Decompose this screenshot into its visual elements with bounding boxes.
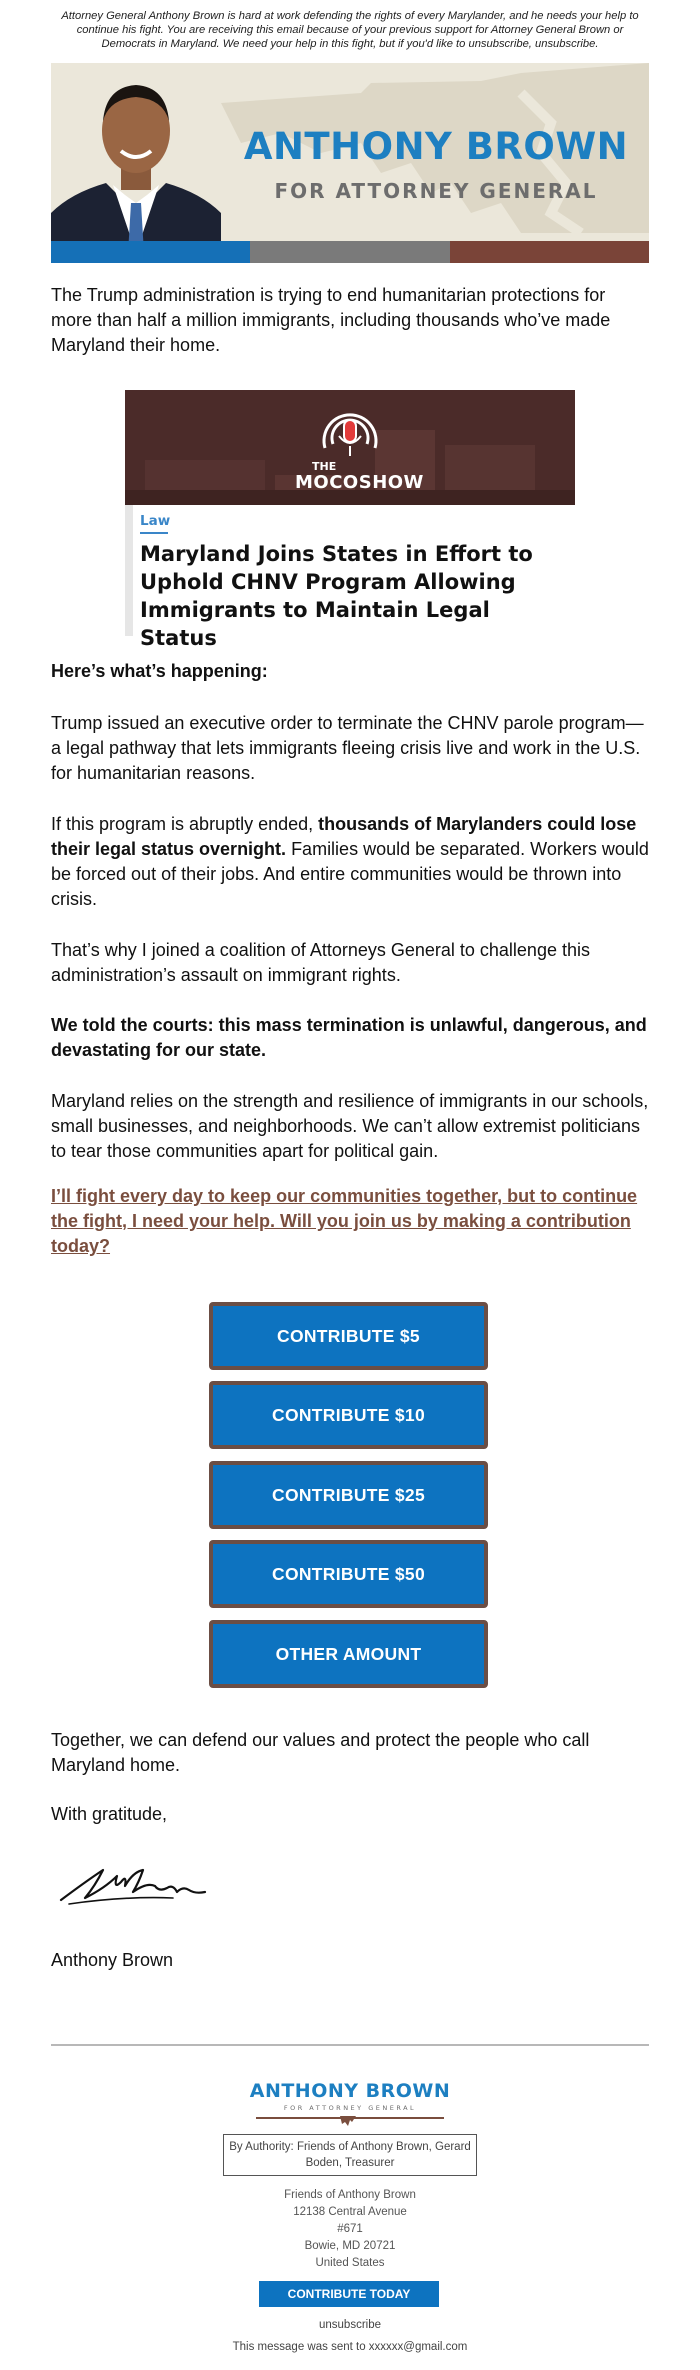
- paid-for-by-box: By Authority: Friends of Anthony Brown, Gerard Boden, Treasurer: [223, 2134, 477, 2176]
- footer-logo-subtitle: FOR ATTORNEY GENERAL: [283, 2104, 417, 2112]
- contribute-25-button[interactable]: CONTRIBUTE $25: [209, 1461, 488, 1529]
- address-line-1: Friends of Anthony Brown: [284, 2189, 416, 2201]
- stripe-blue: [51, 241, 250, 263]
- article-headline[interactable]: Maryland Joins States in Effort to Uphold CHNV Program Allowing Immigrants to Maintain Legal Status: [140, 542, 533, 650]
- paragraph-executive-order: Trump issued an executive order to terminate the CHNV parole program—a legal pathway that lets immigrants fleeing crisis live and work in the U.S. for humanitarian reasons.: [51, 713, 644, 783]
- paragraph-coalition: That’s why I joined a coalition of Attorneys General to challenge this administration’s assault on immigrant rights.: [51, 940, 590, 985]
- contribute-5-button[interactable]: CONTRIBUTE $5: [209, 1302, 488, 1370]
- maryland-mark-icon: [340, 2116, 356, 2128]
- closing-paragraph: Together, we can defend our values and protect the people who call Maryland home.: [51, 1730, 590, 1775]
- logo-mocoshow: MOCOSHOW: [295, 472, 424, 493]
- address-line-3: #671: [337, 2223, 363, 2235]
- logo-the: THE: [312, 460, 337, 473]
- article-hero-image: [125, 390, 575, 505]
- preheader-text: Attorney General Anthony Brown is hard at work defending the rights of every Marylander, and he needs your help to continue his fight. You are receiving this email because of your previous support for Attorney General Brown or Democrats in Maryland. We need your help in this fight, but if you'd like to unsubscribe, unsubscribe.: [61, 10, 639, 50]
- mocoshow-logo: [295, 398, 424, 498]
- paragraph-impact: [51, 812, 651, 912]
- banner-stripes: [51, 241, 649, 263]
- impact-text-pre: If this program is abruptly ended,: [51, 814, 314, 834]
- section-heading: Here’s what’s happening:: [51, 661, 268, 681]
- impact-text-bold: thousands of Marylanders could lose their legal status overnight.: [51, 814, 637, 859]
- news-article-card[interactable]: [125, 390, 575, 650]
- banner-subtitle: FOR ATTORNEY GENERAL: [274, 179, 598, 203]
- address-line-2: 12138 Central Avenue: [293, 2206, 407, 2218]
- paragraph-courts: We told the courts: this mass termination is unlawful, dangerous, and devastating for our state.: [51, 1015, 647, 1060]
- contribute-10-button[interactable]: CONTRIBUTE $10: [209, 1381, 488, 1449]
- contribute-50-button[interactable]: CONTRIBUTE $50: [209, 1540, 488, 1608]
- paragraph-maryland: Maryland relies on the strength and resilience of immigrants in our schools, small businesses, and neighborhoods. We can’t allow extremist politicians to tear those communities apart for political gain.: [51, 1091, 649, 1161]
- banner-title: ANTHONY BROWN: [243, 125, 629, 168]
- category-underline: [140, 532, 168, 534]
- address-line-5: United States: [315, 2257, 385, 2269]
- footer-logo-title: ANTHONY BROWN: [249, 2080, 451, 2102]
- closing-gratitude: With gratitude,: [51, 1804, 168, 1824]
- footer-divider: [51, 2044, 649, 2046]
- article-left-bar: [125, 505, 133, 636]
- other-amount-button[interactable]: OTHER AMOUNT: [209, 1620, 488, 1688]
- podcast-mic-icon: [295, 398, 405, 460]
- signer-name: Anthony Brown: [51, 1950, 174, 1970]
- unsubscribe-link[interactable]: unsubscribe: [318, 2319, 381, 2331]
- sent-to-notice: This message was sent to xxxxxx@gmail.com: [232, 2341, 468, 2353]
- intro-paragraph: The Trump administration is trying to end humanitarian protections for more than half a million immigrants, including thousands who’ve made Maryland their home.: [51, 285, 611, 355]
- candidate-portrait: [51, 63, 221, 263]
- stripe-brown: [450, 241, 649, 263]
- contribute-today-button[interactable]: CONTRIBUTE TODAY: [259, 2281, 439, 2307]
- impact-text-post: Families would be separated. Workers would be forced out of their jobs. And entire communities would be thrown into crisis.: [51, 839, 649, 909]
- header-banner: [51, 63, 649, 263]
- stripe-gray: [250, 241, 449, 263]
- signature-image: [55, 1852, 235, 1912]
- article-category: Law: [140, 513, 171, 529]
- address-line-4: Bowie, MD 20721: [304, 2240, 396, 2252]
- contribution-link[interactable]: I’ll fight every day to keep our communities together, but to continue the fight, I need your help. Will you join us by making a contribution today?: [51, 1186, 638, 1256]
